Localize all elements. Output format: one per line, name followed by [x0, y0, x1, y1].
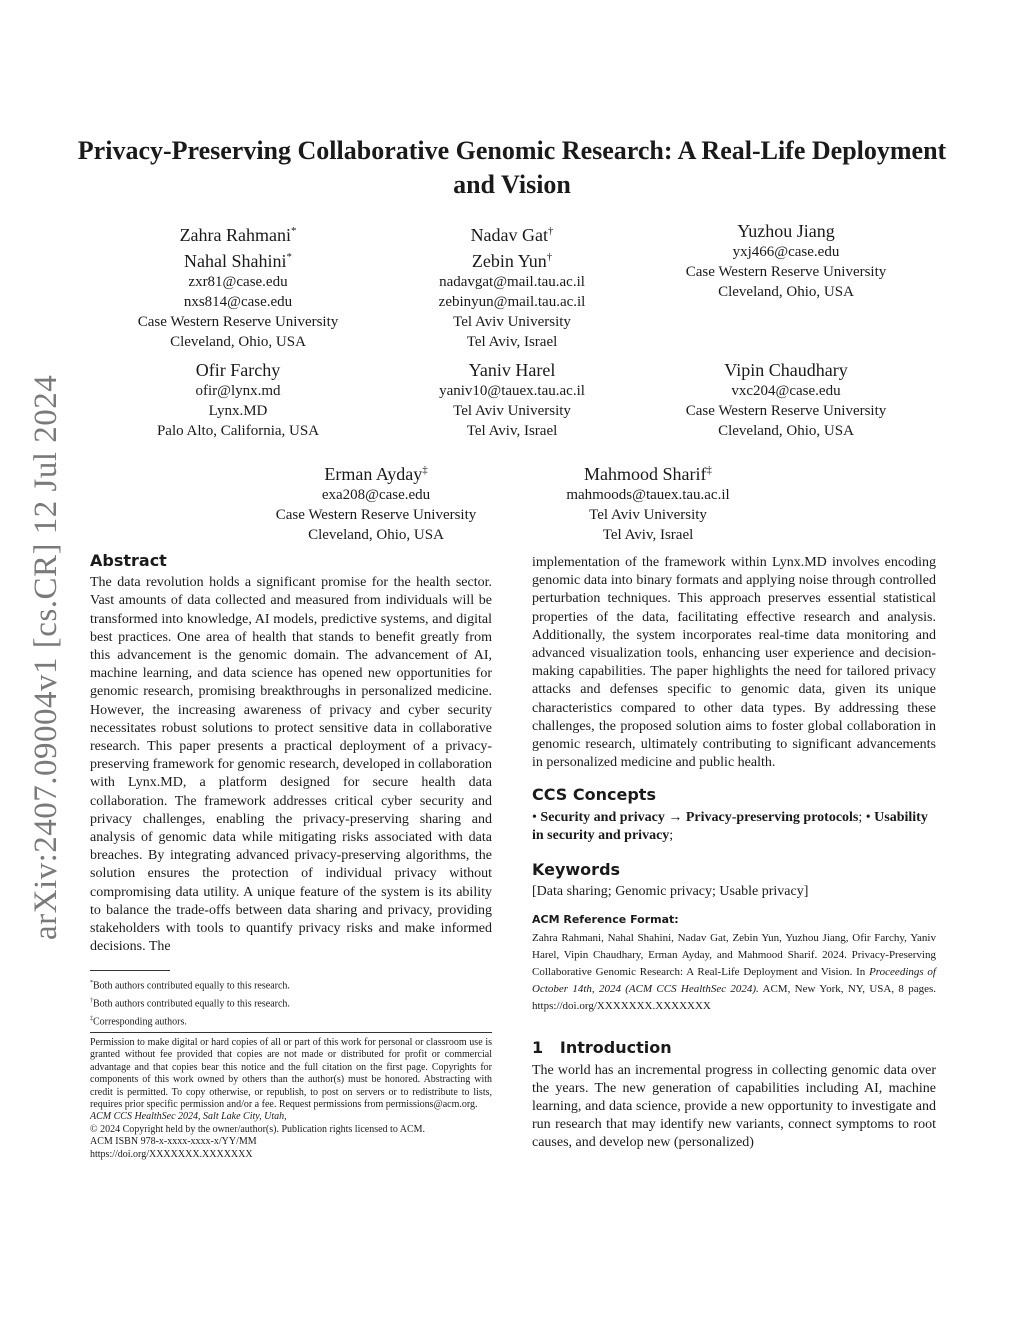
author-location: Cleveland, Ohio, USA: [718, 284, 854, 300]
author-location: Tel Aviv, Israel: [466, 423, 558, 439]
ccs-bullet: •: [865, 809, 871, 825]
introduction-text: The world has an incremental progress in collecting genomic data over the years. The new generation of capabilities including AI, machine learning, and data science, provide a new opportunity to investigate and run research that may identify new variants, connect symptoms to root causes, and develop new (personalized): [532, 1062, 936, 1151]
author-email: nxs814@case.edu: [183, 294, 293, 310]
acm-ref-heading: ACM Reference Format:: [532, 913, 679, 927]
author-mark: †: [548, 225, 554, 237]
author-mark: *: [286, 251, 292, 263]
permission-rule: [90, 1032, 492, 1033]
ccs-term: Privacy-preserving protocols: [685, 809, 859, 825]
abstract-heading: Abstract: [90, 551, 167, 570]
author-location: Palo Alto, California, USA: [156, 423, 320, 439]
footnote-mark: †: [90, 997, 93, 1004]
author-affiliation: Case Western Reserve University: [685, 264, 887, 280]
permission-copyright: © 2024 Copyright held by the owner/author(s). Publication rights licensed to ACM.: [90, 1123, 426, 1135]
introduction-heading: [532, 1039, 936, 1057]
ccs-separator: ;: [669, 827, 674, 843]
author-email: nadavgat@mail.tau.ac.il: [439, 274, 585, 290]
ccs-heading: CCS Concepts: [532, 785, 656, 805]
permission-doi: https://doi.org/XXXXXXX.XXXXXXX: [90, 1148, 253, 1160]
ccs-term: Usability in security and privacy: [532, 809, 928, 843]
author-mark: ‡: [706, 464, 712, 476]
author-block-rahmani-shahini: [112, 220, 364, 352]
author-mark: †: [546, 251, 553, 263]
section-title: Introduction: [559, 1038, 672, 1058]
footnote: [90, 976, 492, 994]
author-name: Ofir Farchy: [195, 360, 281, 380]
author-block-ayday: [250, 459, 502, 545]
ccs-separator: ;: [858, 809, 863, 825]
author-affiliation: Case Western Reserve University: [275, 507, 477, 523]
author-name: Mahmood Sharif: [584, 464, 707, 484]
permission-block: [90, 1037, 492, 1161]
author-mark: *: [291, 225, 297, 237]
author-email: yxj466@case.edu: [732, 244, 840, 260]
author-email: exa208@case.edu: [321, 487, 431, 503]
ccs-bullet: •: [532, 809, 537, 825]
author-name: Yaniv Harel: [468, 360, 556, 380]
permission-isbn: ACM ISBN 978-x-xxxx-xxxx-x/YY/MM: [90, 1136, 257, 1148]
author-name: Zebin Yun: [471, 251, 547, 271]
right-column: [532, 554, 936, 1153]
keywords-text: [Data sharing; Genomic privacy; Usable privacy]: [532, 884, 809, 900]
author-name: Erman Ayday: [324, 464, 423, 484]
author-affiliation: Case Western Reserve University: [685, 403, 887, 419]
author-block-sharif: [522, 459, 774, 545]
permission-text: Permission to make digital or hard copies of all or part of this work for personal or classroom use is granted without fee provided that copies are not made or distributed for profit or commercial advantage and that copies bear this notice and the full citation on the first page. Copyrights for components of this work owned by others than the author(s) must be honored. Abstracting with credit is permitted. To copy otherwise, or republish, to post on servers or to redistribute to lists, requires prior specific permission and/or a fee. Request permissions from permissions@acm.org.: [90, 1037, 492, 1111]
author-email: zxr81@case.edu: [188, 274, 288, 290]
footnote-text: Both authors contributed equally to this research.: [93, 980, 290, 992]
footnotes: [90, 976, 492, 1029]
author-location: Tel Aviv, Israel: [466, 334, 558, 350]
author-block-harel: [386, 359, 638, 441]
acm-ref-text: Zahra Rahmani, Nahal Shahini, Nadav Gat, Zebin Yun, Yuzhou Jiang, Ofir Farchy, Yaniv Harel, Vipin Chaudhary, Erman Ayday, and Mahmood Sharif. 2024. Privacy-Preserving Collaborative Genomic Research: A Real-Life Deployment and Vision. In: [532, 932, 936, 979]
keywords-heading: Keywords: [532, 860, 621, 880]
author-block-farchy: [112, 359, 364, 441]
author-email: ofir@lynx.md: [195, 383, 281, 399]
author-affiliation: Case Western Reserve University: [137, 314, 339, 330]
footnote: [90, 994, 492, 1012]
author-email: zebinyun@mail.tau.ac.il: [438, 294, 586, 310]
footnote-text: Corresponding authors.: [93, 1015, 187, 1027]
author-location: Tel Aviv, Israel: [602, 527, 694, 543]
author-name: Nahal Shahini: [184, 251, 287, 271]
section-number: 1: [532, 1038, 544, 1058]
footnote-rule: [90, 970, 170, 971]
left-column: [90, 552, 492, 956]
author-affiliation: Tel Aviv University: [453, 314, 571, 330]
author-affiliation: Tel Aviv University: [589, 507, 707, 523]
author-location: Cleveland, Ohio, USA: [170, 334, 306, 350]
author-name: Nadav Gat: [470, 225, 549, 245]
footnote: [90, 1012, 492, 1030]
author-affiliation: Lynx.MD: [208, 403, 268, 419]
acm-ref-text: ACM, New York, NY, USA, 8 pages. https://doi.org/XXXXXXX.XXXXXXX: [532, 983, 936, 1013]
author-name: Vipin Chaudhary: [724, 360, 848, 380]
author-name: Yuzhou Jiang: [737, 221, 835, 241]
author-email: yaniv10@tauex.tau.ac.il: [439, 383, 585, 399]
author-email: vxc204@case.edu: [731, 383, 841, 399]
author-mark: ‡: [422, 464, 428, 476]
ccs-concepts: [532, 809, 936, 845]
author-location: Cleveland, Ohio, USA: [308, 527, 444, 543]
author-name: Zahra Rahmani: [179, 225, 292, 245]
abstract-text: The data revolution holds a significant promise for the health sector. Vast amounts of data collected and measured from individuals will be transformed into knowledge, AI models, predictive systems, and digital best practices. One area of health that stands to benefit greatly from this advancement is the genomic domain. The advancement of AI, machine learning, and data science has opened new opportunities for genomic research, promising breakthroughs in personalized medicine. However, the increasing awareness of privacy and cyber security necessitates robust solutions to protect sensitive data in collaborative research. This paper presents a practical deployment of a privacy-preserving framework for genomic research, developed in collaboration with Lynx.MD, a platform designed for secure health data collaboration. The framework addresses critical cyber security and privacy challenges, enabling the privacy-preserving sharing and analysis of genomic data while mitigating risks associated with data breaches. By integrating advanced privacy-preserving algorithms, the solution ensures the protection of individual privacy without compromising data utility. A unique feature of the system is its ability to balance the trade-offs between data sharing and privacy, providing stakeholders with tools to quantify privacy risks and make informed decisions. The: [90, 575, 492, 955]
abstract-continued: implementation of the framework within Lynx.MD involves encoding genomic data into binary formats and applying noise through controlled perturbation techniques. This approach preserves essential statistical properties of the data, facilitating effective research and analysis. Additionally, the system incorporates real-time data monitoring and advanced visualization tools, enhancing user experience and decision-making capabilities. The paper highlights the need for tailored privacy attacks and defenses specific to genomic data, given its unique characteristics compared to other data types. By addressing these challenges, the proposed solution aims to foster global collaboration in genomic research, ultimately contributing to significant advancements in personalized medicine and public health.: [532, 555, 936, 771]
author-block-chaudhary: [660, 359, 912, 441]
author-block-gat-yun: [386, 220, 638, 352]
acm-reference: [532, 911, 936, 1015]
author-email: mahmoods@tauex.tau.ac.il: [566, 487, 730, 503]
arxiv-stamp: arXiv:2407.09004v1 [cs.CR] 12 Jul 2024: [28, 374, 64, 940]
footnote-mark: ‡: [90, 1015, 93, 1022]
ccs-term: Security and privacy: [540, 809, 665, 825]
footnote-text: Both authors contributed equally to this research.: [93, 998, 290, 1010]
author-block-jiang: [660, 220, 912, 302]
footnote-mark: *: [90, 980, 93, 986]
acm-ref-proceedings: Proceedings of October 14th, 2024 (ACM CCS HealthSec 2024).: [532, 966, 936, 996]
permission-venue: ACM CCS HealthSec 2024, Salt Lake City, Utah,: [90, 1111, 287, 1123]
paper-title: Privacy-Preserving Collaborative Genomic Research: A Real-Life Deployment and Vision: [77, 136, 947, 199]
author-location: Cleveland, Ohio, USA: [718, 423, 854, 439]
author-affiliation: Tel Aviv University: [453, 403, 571, 419]
ccs-arrow: →: [668, 809, 683, 825]
